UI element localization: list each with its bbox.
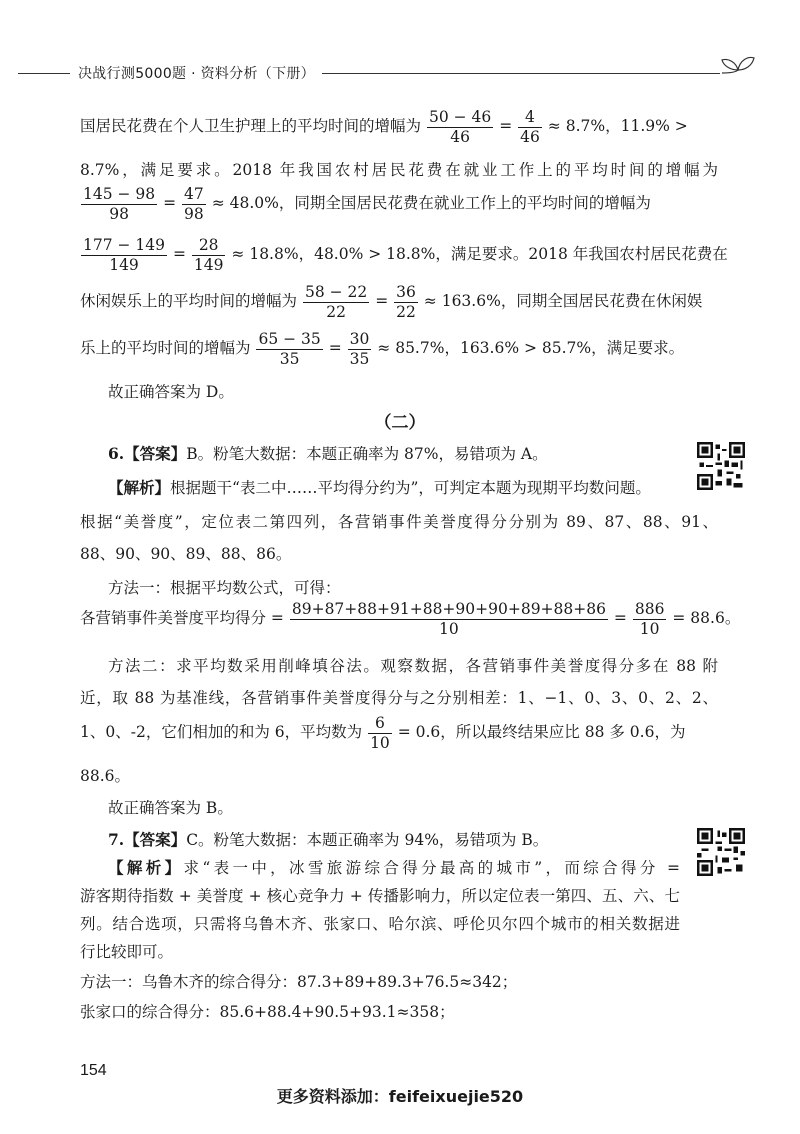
- answer-line: 故正确答案为 B。: [108, 799, 233, 817]
- fraction: [182, 185, 206, 223]
- fraction: [394, 283, 418, 321]
- equals: =: [328, 339, 342, 358]
- text-line: 根据“美誉度”，定位表二第四列，各营销事件美誉度得分分别为 89、87、88、91、: [80, 513, 718, 531]
- answer-label: 7.【答案】: [108, 830, 187, 849]
- numerator: 30: [349, 330, 370, 348]
- fraction: [348, 330, 372, 368]
- denominator: 10: [439, 619, 459, 638]
- text-line: [80, 600, 741, 638]
- text-line: [108, 856, 680, 878]
- denominator: 35: [279, 349, 300, 368]
- denominator: 22: [396, 302, 416, 321]
- denominator: 10: [370, 733, 390, 752]
- text: = 88.6。: [672, 609, 741, 628]
- text: 求“表一中，冰雪旅游综合得分最高的城市”，而综合得分 =: [183, 859, 680, 877]
- equals: =: [613, 609, 627, 628]
- text-line: 张家口的综合得分：85.6+88.4+90.5+93.1≈358；: [80, 1003, 455, 1021]
- numerator: 886: [634, 600, 665, 618]
- equals: =: [499, 117, 513, 136]
- text-line: 列。结合选项，只需将乌鲁木齐、张家口、哈尔滨、呼伦贝尔四个城市的相关数据进: [80, 915, 680, 933]
- text: ≈ 85.7%，163.6% > 85.7%，满足要求。: [377, 339, 685, 358]
- text-line: 88、90、90、89、88、86。: [80, 545, 292, 563]
- denominator: 98: [184, 204, 204, 223]
- qr-code-icon[interactable]: [697, 442, 745, 490]
- fraction: [256, 330, 322, 368]
- page-number: 154: [80, 1062, 107, 1079]
- text-line: [80, 330, 718, 368]
- denominator: 46: [520, 127, 540, 146]
- denominator: 149: [193, 255, 224, 274]
- fraction: [192, 236, 226, 274]
- denominator: 98: [109, 204, 129, 223]
- section-heading: （二）: [374, 413, 426, 433]
- text-line: 方法一：乌鲁木齐的综合得分：87.3+89+89.3+76.5≈342；: [80, 973, 518, 991]
- text: 国居民花费在个人卫生护理上的平均时间的增幅为: [80, 117, 422, 136]
- text-line: 行比较即可。: [80, 943, 174, 961]
- text: 乐上的平均时间的增幅为: [80, 339, 251, 358]
- numerator: 47: [184, 185, 204, 203]
- text: B。粉笔大数据：本题正确率为 87%，易错项为 A。: [186, 445, 548, 463]
- text-line: [80, 714, 718, 752]
- numerator: 58 − 22: [304, 283, 368, 301]
- text: ≈ 18.8%，48.0% > 18.8%，满足要求。2018 年我国农村居民花费在: [231, 245, 728, 264]
- fraction: [303, 283, 369, 321]
- denominator: 35: [349, 349, 370, 368]
- text: 休闲娱乐上的平均时间的增幅为: [80, 292, 298, 311]
- text-line: [80, 108, 718, 146]
- denominator: 22: [326, 302, 346, 321]
- answer-line: [108, 828, 718, 850]
- fraction: [368, 714, 392, 752]
- text-line: 近，取 88 为基准线，各营销事件美誉度得分与之分别相差：1、−1、0、3、0、2、2、: [80, 689, 718, 707]
- equals: =: [163, 194, 177, 213]
- sprout-icon: [718, 50, 758, 86]
- text: ≈ 8.7%，11.9% >: [547, 117, 688, 136]
- fraction: [518, 108, 542, 146]
- answer-line: [108, 442, 718, 464]
- text: C。粉笔大数据：本题正确率为 94%，易错项为 B。: [186, 831, 549, 849]
- text: ≈ 163.6%，同期全国居民花费在休闲娱: [423, 292, 703, 311]
- text-line: 方法二：求平均数采用削峰填谷法。观察数据，各营销事件美誉度得分多在 88 附: [108, 657, 718, 675]
- numerator: 89+87+88+91+88+90+90+89+88+86: [291, 600, 606, 618]
- numerator: 177 − 149: [83, 236, 166, 254]
- analysis-label: 【解析】: [108, 478, 171, 497]
- qr-code-icon[interactable]: [697, 828, 745, 876]
- text-line: 游客期待指数 + 美誉度 + 核心竞争力 + 传播影响力，所以定位表一第四、五、六、七: [80, 887, 680, 905]
- numerator: 65 − 35: [258, 330, 321, 348]
- fraction: [290, 600, 608, 638]
- fraction: [81, 236, 167, 274]
- text-line: 方法一：根据平均数公式，可得：: [108, 579, 341, 597]
- page-header: [0, 58, 800, 88]
- analysis-label: 【解析】: [108, 858, 184, 877]
- answer-label: 6.【答案】: [108, 444, 187, 463]
- text-line: [108, 476, 680, 498]
- fraction: [427, 108, 493, 146]
- denominator: 149: [109, 255, 139, 274]
- numerator: 50 − 46: [428, 108, 492, 126]
- header-rule-left: [18, 73, 70, 74]
- text: = 0.6，所以最终结果应比 88 多 0.6，为: [397, 723, 686, 742]
- text-line: 88.6。: [80, 767, 131, 785]
- numerator: 4: [518, 108, 542, 128]
- numerator: 6: [368, 714, 392, 734]
- text-line: [80, 283, 718, 321]
- equals: =: [375, 292, 389, 311]
- text: 根据题干“表二中……平均得分约为”，可判定本题为现期平均数问题。: [170, 479, 651, 497]
- numerator: 36: [396, 283, 416, 301]
- footer-note: 更多资料添加：feifeixuejie520: [276, 1087, 524, 1106]
- denominator: 10: [639, 619, 660, 638]
- text-line: [80, 185, 718, 223]
- numerator: 28: [192, 236, 226, 256]
- answer-line: 故正确答案为 D。: [108, 383, 234, 401]
- text: 各营销事件美誉度平均得分 =: [80, 609, 284, 628]
- equals: =: [172, 245, 186, 264]
- numerator: 145 − 98: [83, 185, 156, 203]
- text-line: [80, 236, 728, 274]
- text: 1、0、-2，它们相加的和为 6，平均数为: [80, 723, 363, 742]
- denominator: 46: [450, 127, 470, 146]
- fraction: [81, 185, 157, 223]
- text-line: 8.7%，满足要求。2018 年我国农村居民花费在就业工作上的平均时间的增幅为: [80, 161, 718, 179]
- header-title: 决战行测5000题 · 资料分析（下册）: [78, 66, 315, 82]
- header-rule-right: [322, 73, 720, 74]
- text: ≈ 48.0%，同期全国居民花费在就业工作上的平均时间的增幅为: [211, 194, 651, 213]
- fraction: [633, 600, 667, 638]
